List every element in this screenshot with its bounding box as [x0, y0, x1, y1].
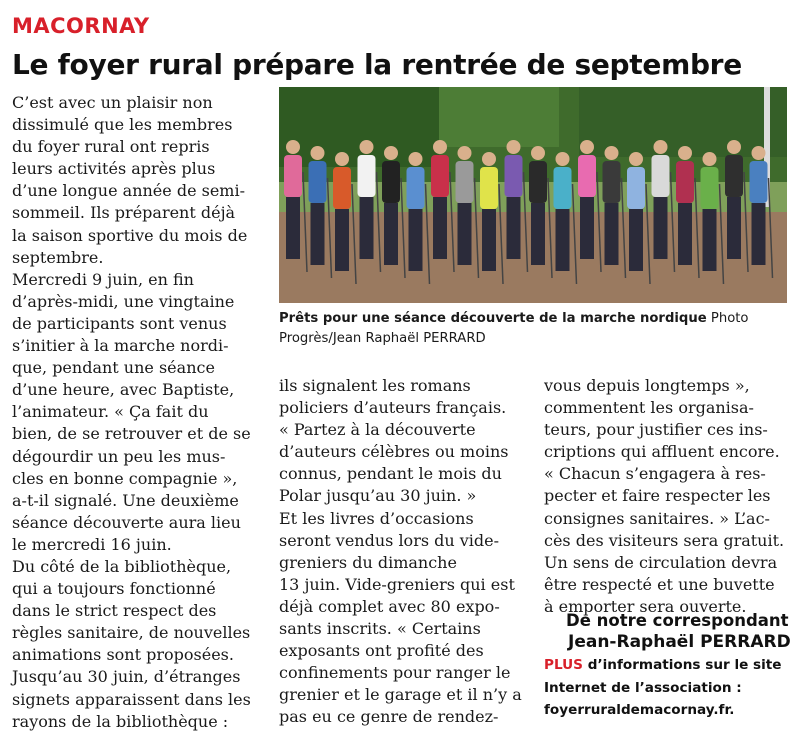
col2-line: ils signalent les romans	[279, 376, 471, 395]
col1-line: d’après-midi, une vingtaine	[12, 291, 235, 311]
col3-line: vous depuis longtemps »,	[544, 376, 750, 395]
association-website: foyerruraldemacornay.fr.	[544, 702, 735, 718]
walker-legs	[752, 203, 766, 265]
col2-line: déjà complet avec 80 expo-	[279, 596, 500, 616]
walker-legs	[482, 209, 496, 271]
col1-line: du foyer rural ont repris	[12, 137, 210, 157]
col1-line: a-t-il signalé. Une deuxième	[12, 490, 239, 510]
col3-line: Un sens de circulation devra	[544, 552, 778, 572]
col1-line: leurs activités après plus	[12, 159, 216, 179]
walker-legs	[311, 203, 325, 265]
walker-legs	[507, 197, 521, 259]
walker-head	[311, 146, 325, 160]
walker-legs	[409, 209, 423, 271]
walker-body	[480, 167, 498, 209]
walker-legs	[531, 203, 545, 265]
walker-legs	[727, 197, 741, 259]
col1-line: Mercredi 9 juin, en fin	[12, 269, 194, 289]
col1-line: dégourdir un peu les mus-	[12, 446, 226, 466]
col3-line: teurs, pour justifier ces ins-	[544, 420, 768, 440]
col1-line: animations sont proposées.	[12, 645, 234, 665]
walker-body	[333, 167, 351, 209]
walker-head	[384, 146, 398, 160]
plus-info-line1	[544, 657, 782, 673]
walker-head	[580, 140, 594, 154]
col2-line: sants inscrits. « Certains	[279, 619, 481, 639]
walker-body	[309, 161, 327, 203]
col1-line: dissimulé que les membres	[12, 115, 233, 135]
walker-body	[505, 155, 523, 197]
col1-line: que, pendant une séance	[12, 358, 215, 378]
article-headline: Le foyer rural prépare la rentrée de septembre	[12, 48, 742, 81]
walker-head	[335, 152, 349, 166]
col2-line: pas eu ce genre de rendez-	[279, 707, 499, 727]
walker-body	[578, 155, 596, 197]
walker-body	[358, 155, 376, 197]
walker-body	[407, 167, 425, 209]
walker-head	[727, 140, 741, 154]
col2-line: confinements pour ranger le	[279, 663, 511, 683]
col1-line: d’une heure, avec Baptiste,	[12, 380, 235, 400]
walker-body	[652, 155, 670, 197]
col3-line: à emporter sera ouverte.	[544, 596, 747, 616]
walker-head	[629, 152, 643, 166]
col3-line: commentent les organisa-	[544, 398, 754, 418]
walker-head	[507, 140, 521, 154]
walker-head	[482, 152, 496, 166]
walker-head	[409, 152, 423, 166]
article-photo	[279, 87, 787, 303]
col1-line: C’est avec un plaisir non	[12, 93, 213, 112]
plus-text: d’informations sur le site	[582, 657, 782, 673]
col1-line: signets apparaissent dans les	[12, 689, 251, 709]
col1-line: rayons de la bibliothèque :	[12, 711, 229, 731]
col2-line: seront vendus lors du vide-	[279, 530, 500, 550]
col1-line: Jusqu’au 30 juin, d’étranges	[12, 667, 241, 687]
plus-info-line2: Internet de l’association :	[544, 680, 742, 696]
col1-line: Du côté de la bibliothèque,	[12, 556, 232, 576]
walker-legs	[458, 203, 472, 265]
section-label: MACORNAY	[12, 14, 150, 38]
walker-head	[703, 152, 717, 166]
walker-legs	[556, 209, 570, 271]
photo-illustration	[279, 87, 787, 303]
col1-line: l’animateur. « Ça fait du	[12, 402, 209, 422]
caption-title: Prêts pour une séance découverte de la marche nordique	[279, 311, 707, 326]
walker-head	[556, 152, 570, 166]
walker-body	[456, 161, 474, 203]
body-column-2	[279, 375, 527, 729]
col3-line: « Chacun s’engagera à res-	[544, 464, 766, 484]
walker-body	[529, 161, 547, 203]
walker-body	[627, 167, 645, 209]
col2-line: Et les livres d’occasions	[279, 508, 474, 528]
col1-line: cles en bonne compagnie »,	[12, 468, 238, 488]
col3-line: pecter et faire respecter les	[544, 486, 771, 506]
col1-line: séance découverte aura lieu	[12, 512, 241, 532]
walker-legs	[580, 197, 594, 259]
col2-line: d’auteurs célèbres ou moins	[279, 442, 509, 462]
col1-line: règles sanitaire, de nouvelles	[12, 623, 251, 643]
photo-caption	[279, 309, 789, 349]
col1-line: sommeil. Ils préparent déjà	[12, 203, 236, 223]
walker-body	[554, 167, 572, 209]
walker-body	[725, 155, 743, 197]
walker-head	[531, 146, 545, 160]
walker-legs	[678, 203, 692, 265]
byline-author: Jean-Raphaël PERRARD	[568, 632, 791, 652]
col2-line: 13 juin. Vide-greniers qui est	[279, 574, 515, 594]
walker-head	[654, 140, 668, 154]
walker-body	[431, 155, 449, 197]
walker-head	[360, 140, 374, 154]
col2-line: grenier et le garage et il n’y a	[279, 685, 522, 705]
walker-head	[458, 146, 472, 160]
col2-line: Polar jusqu’au 30 juin. »	[279, 486, 477, 506]
col3-line: consignes sanitaires. » L’ac-	[544, 508, 770, 528]
caption-credit: Photo Progrès/Jean Raphaël PERRARD	[279, 311, 749, 346]
walker-legs	[605, 203, 619, 265]
col1-line: dans le strict respect des	[12, 601, 217, 621]
col2-line: greniers du dimanche	[279, 552, 457, 572]
walker-head	[678, 146, 692, 160]
walker-body	[603, 161, 621, 203]
walker-legs	[286, 197, 300, 259]
col1-line: de participants sont venus	[12, 313, 227, 333]
walker-legs	[335, 209, 349, 271]
walker-head	[286, 140, 300, 154]
col2-line: policiers d’auteurs français.	[279, 398, 507, 418]
col2-line: connus, pendant le mois du	[279, 464, 502, 484]
col1-line: qui a toujours fonctionné	[12, 579, 216, 599]
walker-legs	[629, 209, 643, 271]
col1-line: bien, de se retrouver et de se	[12, 424, 251, 444]
walker-legs	[360, 197, 374, 259]
walker-head	[605, 146, 619, 160]
col3-line: criptions qui affluent encore.	[544, 442, 780, 462]
col1-line: s’initier à la marche nordi-	[12, 336, 229, 356]
plus-tag: PLUS	[544, 657, 583, 673]
col1-line: le mercredi 16 juin.	[12, 534, 172, 554]
walker-legs	[433, 197, 447, 259]
walker-head	[752, 146, 766, 160]
body-column-3	[544, 375, 792, 618]
byline-correspondent: De notre correspondant	[566, 611, 789, 630]
walker-body	[750, 161, 768, 203]
col2-line: exposants ont profité des	[279, 641, 484, 661]
walker-legs	[384, 203, 398, 265]
walker-body	[701, 167, 719, 209]
walker-body	[676, 161, 694, 203]
col3-line: être respecté et une buvette	[544, 574, 775, 594]
col3-line: cès des visiteurs sera gratuit.	[544, 530, 785, 550]
col1-line: septembre.	[12, 247, 104, 267]
walker-body	[382, 161, 400, 203]
walker-legs	[654, 197, 668, 259]
col1-line: d’une longue année de semi-	[12, 181, 245, 201]
walker-legs	[703, 209, 717, 271]
col2-line: « Partez à la découverte	[279, 420, 476, 440]
walker-head	[433, 140, 447, 154]
body-column-1	[12, 92, 267, 733]
walker-body	[284, 155, 302, 197]
col1-line: la saison sportive du mois de	[12, 225, 248, 245]
